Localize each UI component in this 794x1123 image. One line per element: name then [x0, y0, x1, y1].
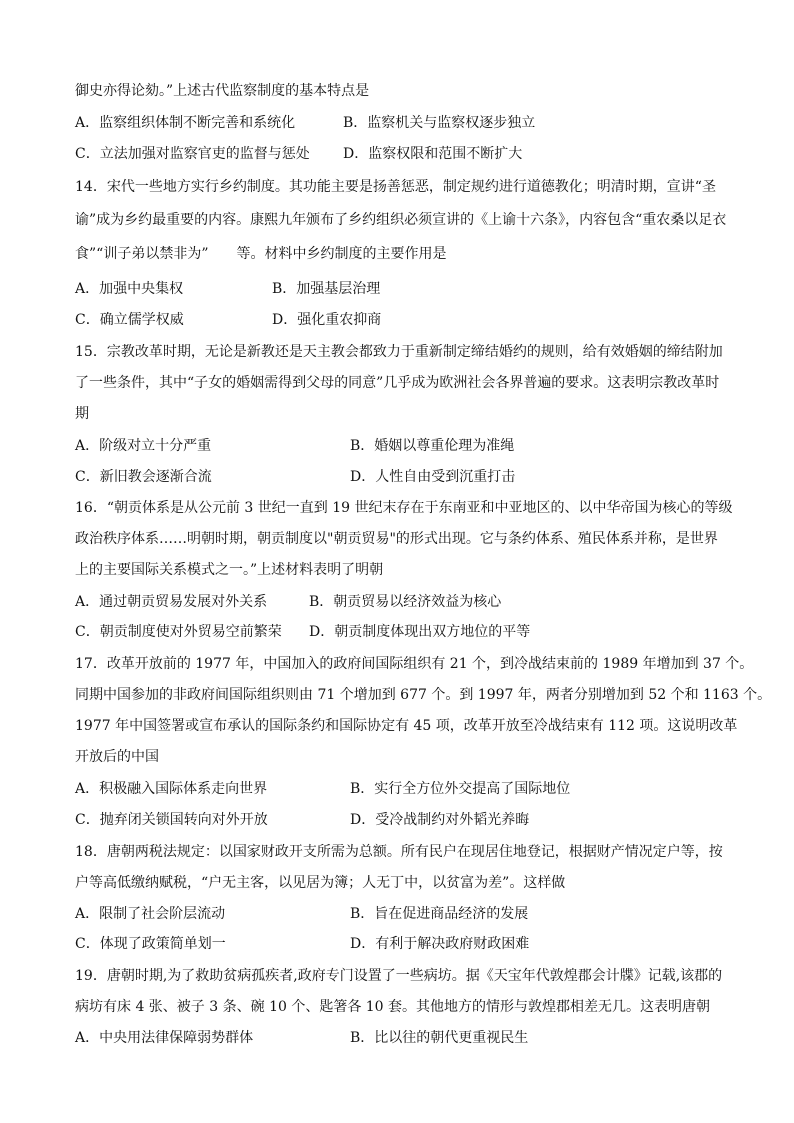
question-text-line: 19．唐朝时期,为了救助贫病孤疾者,政府专门设置了一些病坊。据《天宝年代敦煌郡会计牒》记载,该郡的 — [75, 968, 723, 984]
option-a: A．限制了社会阶层流动 — [75, 906, 226, 922]
option-b: B．实行全方位外交提高了国际地位 — [350, 781, 571, 797]
question-text-line: 15．宗教改革时期，无论是新教还是天主教会都致力于重新制定缔结婚约的规则，给有效婚姻的缔结附加 — [75, 344, 723, 360]
option-c: C．体现了政策简单划一 — [75, 936, 226, 952]
option-a: A．中央用法律保障弱势群体 — [75, 1030, 254, 1046]
option-c: C．确立儒学权威 — [75, 312, 184, 328]
question-text-line: 期 — [75, 406, 89, 422]
question-text-line: 开放后的中国 — [75, 749, 159, 765]
option-b: B．朝贡贸易以经济效益为核心 — [309, 594, 502, 610]
question-text-line: 17．改革开放前的 1977 年，中国加入的政府间国际组织有 21 个，到冷战结束前的 1989 年增加到 37 个。 — [75, 656, 754, 672]
option-d: D．有利于解决政府财政困难 — [350, 936, 530, 952]
option-c: C．立法加强对监察官吏的监督与惩处 — [75, 146, 310, 162]
option-d: D．人性自由受到沉重打击 — [350, 469, 516, 485]
question-text-line: 谕”成为乡约最重要的内容。康熙九年颁布了乡约组织必须宣讲的《上谕十六条》，内容包含“重农桑以足衣 — [75, 212, 727, 228]
option-d: D．朝贡制度体现出双方地位的平等 — [309, 624, 531, 640]
question-text-line: 户等高低缴纳赋税，“户无主客，以见居为簿；人无丁中，以贫富为差”。这样做 — [75, 875, 566, 891]
question-text-line: 政治秩序体系……明朝时期，朝贡制度以"朝贡贸易"的形式出现。它与条约体系、殖民体系并称，是世界 — [75, 531, 718, 547]
option-a: A．加强中央集权 — [75, 281, 184, 297]
option-a: A．监察组织体制不断完善和系统化 — [75, 115, 296, 131]
question-text-line: 同期中国参加的非政府间国际组织则由 71 个增加到 677 个。到 1997 年，两者分别增加到 52 个和 1163 个。 — [75, 687, 772, 703]
option-c: C．新旧教会逐渐合流 — [75, 469, 212, 485]
option-b: B．加强基层治理 — [272, 281, 381, 297]
question-text-line: 14．宋代一些地方实行乡约制度。其功能主要是扬善惩恶，制定规约进行道德教化；明清时期，宣讲“圣 — [75, 179, 716, 195]
question-text-line: 18．唐朝两税法规定：以国家财政开支所需为总额。所有民户在现居住地登记，根据财产情况定户等，按 — [75, 844, 723, 860]
question-text-line: 御史亦得论劾。”上述古代监察制度的基本特点是 — [75, 83, 370, 99]
option-b: B．监察机关与监察权逐步独立 — [343, 115, 536, 131]
option-c: C．抛弃闭关锁国转向对外开放 — [75, 812, 268, 828]
question-text-line: 了一些条件，其中“子女的婚姻需得到父母的同意”几乎成为欧洲社会各界普遍的要求。这表明宗教改革时 — [75, 375, 720, 391]
question-text-line: 1977 年中国签署或宣布承认的国际条约和国际协定有 45 项，改革开放至冷战结束有 112 项。这说明改革 — [75, 718, 738, 734]
option-a: A．阶级对立十分严重 — [75, 438, 212, 454]
option-c: C．朝贡制度使对外贸易空前繁荣 — [75, 624, 282, 640]
option-a: A．积极融入国际体系走向世界 — [75, 781, 268, 797]
option-d: D．受冷战制约对外韬光养晦 — [350, 812, 530, 828]
question-text-line: 16．“朝贡体系是从公元前 3 世纪一直到 19 世纪末存在于东南亚和中亚地区的、以中华帝国为核心的等级 — [75, 500, 733, 516]
option-b: B．婚姻以尊重伦理为准绳 — [350, 438, 515, 454]
option-d: D．监察权限和范围不断扩大 — [343, 146, 523, 162]
option-b: B．比以往的朝代更重视民生 — [350, 1030, 529, 1046]
option-a: A．通过朝贡贸易发展对外关系 — [75, 594, 268, 610]
question-text-line: 食”“训子弟以禁非为” 等。材料中乡约制度的主要作用是 — [75, 246, 447, 262]
option-b: B．旨在促进商品经济的发展 — [350, 906, 529, 922]
option-d: D．强化重农抑商 — [272, 312, 382, 328]
question-text-line: 上的主要国际关系模式之一。”上述材料表明了明朝 — [75, 562, 384, 578]
question-text-line: 病坊有床 4 张、被子 3 条、碗 10 个、匙箸各 10 套。其他地方的情形与敦煌郡相差无几。这表明唐朝 — [75, 999, 711, 1015]
